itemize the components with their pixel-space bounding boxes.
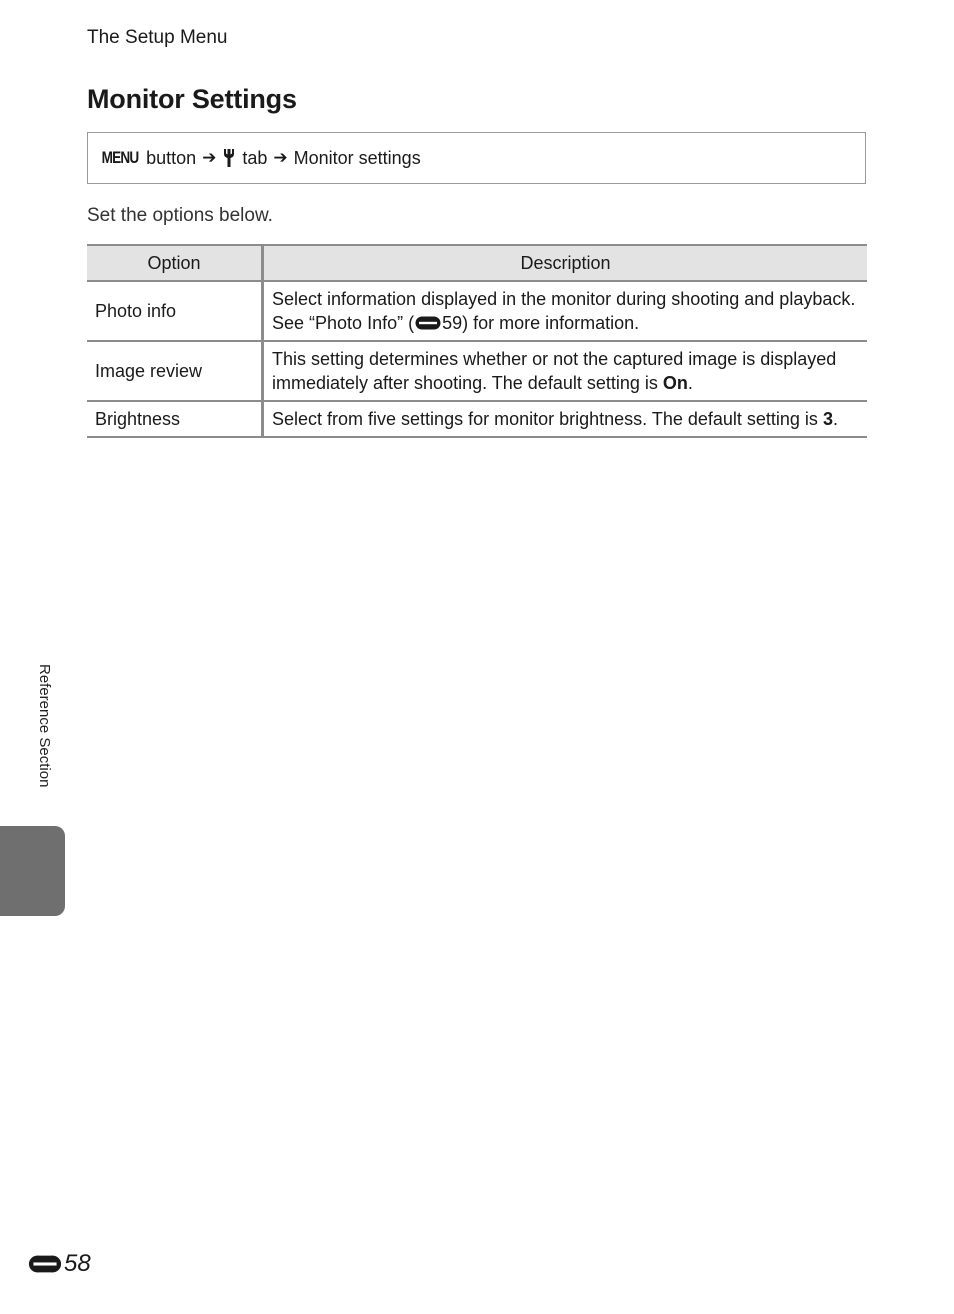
description-text: ) for more information. <box>462 313 640 333</box>
description-text: This setting determines whether or not the captured image is displayed immediately after shooting. The default setting is <box>272 349 837 393</box>
description-text: Select from five settings for monitor brightness. The default setting is <box>272 409 823 429</box>
arrow-right-icon: ➔ <box>273 148 288 167</box>
option-name: Photo info <box>87 281 263 341</box>
side-section-label: Reference Section <box>36 664 53 788</box>
menu-navigation-path <box>87 132 866 184</box>
reference-section-icon <box>28 1255 62 1273</box>
option-description <box>263 401 868 437</box>
nav-destination: Monitor settings <box>293 147 421 168</box>
reference-page: 59 <box>442 313 463 333</box>
option-description <box>263 341 868 401</box>
default-value: On <box>662 373 688 393</box>
option-name: Image review <box>87 341 263 401</box>
reference-section-icon <box>415 316 441 330</box>
page-number <box>28 1250 91 1278</box>
wrench-icon <box>222 148 236 168</box>
nav-tab-text: tab <box>242 147 268 168</box>
description-text: . <box>687 373 693 393</box>
section-tab <box>0 826 65 916</box>
page-number-value: 58 <box>64 1250 91 1277</box>
nav-button-text: button <box>146 147 197 168</box>
header-description: Description <box>263 245 868 281</box>
section-header: The Setup Menu <box>87 27 228 48</box>
description-text: . <box>832 409 838 429</box>
table-row <box>87 281 867 341</box>
page-title: Monitor Settings <box>87 84 297 114</box>
description-text: Select information displayed in the monitor during shooting and playback. See “Photo Info” ( <box>272 289 856 333</box>
option-name: Brightness <box>87 401 263 437</box>
table-header-row <box>87 245 867 281</box>
default-value: 3 <box>822 409 833 429</box>
menu-button-icon: MENU <box>101 148 139 167</box>
arrow-right-icon: ➔ <box>202 148 217 167</box>
table-row <box>87 341 867 401</box>
table-row <box>87 401 867 437</box>
option-description <box>263 281 868 341</box>
intro-text: Set the options below. <box>87 205 273 226</box>
header-option: Option <box>87 245 263 281</box>
options-table <box>87 244 867 438</box>
